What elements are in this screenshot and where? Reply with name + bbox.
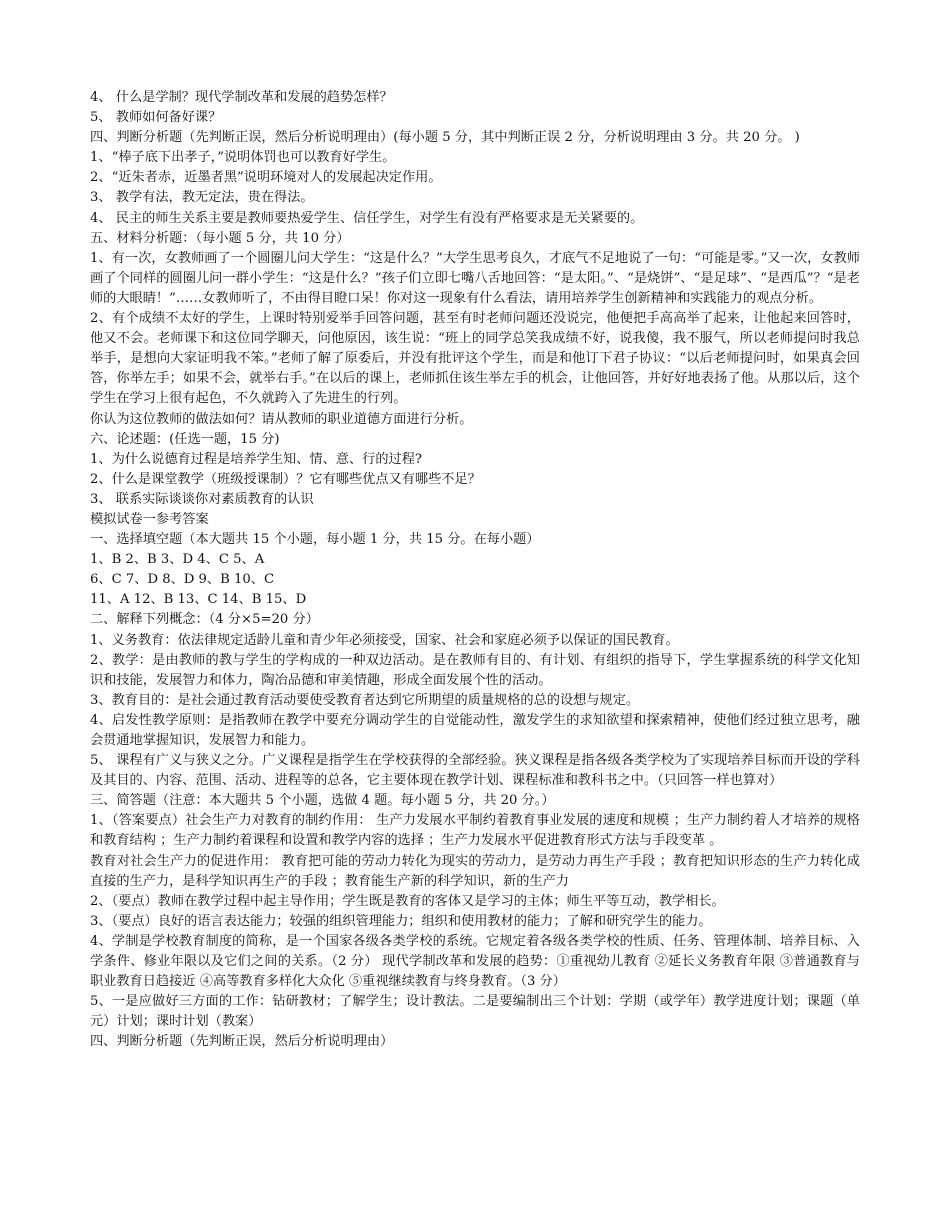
section-heading: 四、判断分析题（先判断正误，然后分析说明理由） [90,1034,394,1050]
answer-paragraph: 1、（答案要点）社会生产力对教育的制约作用： 生产力发展水平制约着教育事业发展的速度和规模 ；生产力制约着人才培养的规格和教育结构 ；生产力制约着课程和设置和教学内容的选择 ；生产力发展水平促进教育形式方法与手段变革 。 [90,813,860,849]
section-heading: 五、材料分析题：（每小题 5 分，共 10 分） [90,230,350,246]
answer-paragraph: 3、（要点）良好的语言表达能力；较强的组织管理能力；组织和使用教材的能力；了解和研究学生的能力。 [90,913,712,929]
question-line: 2、“近朱者赤，近墨者黑”说明环境对人的发展起决定作用。 [90,170,442,186]
section-heading: 六、论述题：(任选一题，15 分) [90,431,280,447]
section-heading: 二、解释下列概念：（4 分×5=20 分） [90,612,319,628]
question-paragraph: 2、有个成绩不太好的学生，上课时特别爱举手回答问题，甚至有时老师问题还没说完，他便把手高高举了起来，让他起来回答时，他又不会。老师课下和这位同学聊天，问他原因，该生说：“班上的同学总笑我成绩不好，说我傻，我不服气，所以老师提问时我总举手，是想向大家证明我不笨。”老师了解了原委后，并没有批评这个学生，而是和他订下君子协议：“以后老师提问时，如果真会回答，你举左手；如果不会，就举右手。”在以后的课上，老师抓住该生举左手的机会，让他回答，并好好地表扬了他。从那以后，这个学生在学习上很有起色，不久就跨入了先进生的行列。 [90,311,860,407]
answer-paragraph: 4、学制是学校教育制度的简称，是一个国家各级各类学校的系统。它规定着各级各类学校的性质、任务、管理体制、培养目标、入学条件、修业年限以及它们之间的关系。（2 分） 现代学制改革和发展的趋势：①重视幼儿教育 ②延长义务教育年限 ③普通教育与职业教育日趋接近 ④高等教育多样化大众化 ⑤重视继续教育与终身教育。（3 分） [90,933,860,990]
answer-paragraph: 1、义务教育：依法律规定适龄儿童和青少年必须接受，国家、社会和家庭必须予以保证的国民教育。 [90,632,679,648]
question-line: 4、 什么是学制？现代学制改革和发展的趋势怎样？ [90,90,393,105]
section-heading: 一、选择填空题（本大题共 15 个小题，每小题 1 分，共 15 分。在每小题） [90,532,540,548]
section-heading: 三、简答题（注意：本大题共 5 个小题，选做 4 题。每小题 5 分，共 20 分。） [90,793,555,809]
section-heading: 四、判断分析题（先判断正误，然后分析说明理由）(每小题 5 分，其中判断正误 2 分，分析说明理由 3 分。共 20 分。 ) [90,130,800,146]
answer-paragraph: 4、启发性教学原则：是指教师在教学中要充分调动学生的自觉能动性，激发学生的求知欲望和探索精神，使他们经过独立思考，融会贯通地掌握知识，发展智力和能力。 [90,712,860,748]
answer-key-row: 11、A 12、B 13、C 14、B 15、D [90,592,307,608]
question-line: 2、什么是课堂教学（班级授课制）？它有哪些优点又有哪些不足？ [90,471,481,487]
question-line: 4、 民主的师生关系主要是教师要热爱学生、信任学生，对学生有没有严格要求是无关紧要的。 [90,210,644,226]
answer-key-row: 6、C 7、D 8、D 9、B 10、C [90,572,275,588]
question-line: 3、 教学有法，教无定法，贵在得法。 [90,190,314,206]
question-line: 1、“棒子底下出孝子，”说明体罚也可以教育好学生。 [90,150,396,166]
question-line: 1、为什么说德育过程是培养学生知、情、意、行的过程? [90,451,422,467]
answer-paragraph: 5、 课程有广义与狭义之分。广义课程是指学生在学校获得的全部经验。狭义课程是指各级各类学校为了实现培养目标而开设的学科及其目的、内容、范围、活动、进程等的总各，它主要体现在教学计划、课程标准和教科书之中。（只回答一样也算对） [90,753,860,789]
answer-title: 模拟试卷一参考答案 [90,511,209,527]
answer-paragraph: 教育对社会生产力的促进作用： 教育把可能的劳动力转化为现实的劳动力，是劳动力再生产手段 ；教育把知识形态的生产力转化成直接的生产力，是科学知识再生产的手段 ；教育能生产新的科学知识，新的生产力 [90,853,860,889]
answer-paragraph: 2、教学：是由教师的教与学生的学构成的一种双边活动。是在教师有目的、有计划、有组织的指导下，学生掌握系统的科学文化知识和技能，发展智力和体力，陶冶品德和审美情趣，形成全面发展个性的活动。 [90,652,860,688]
answer-paragraph: 5、一是应做好三方面的工作：钻研教材；了解学生；设计教法。二是要编制出三个计划：学期（或学年）教学进度计划；课题（单元）计划；课时计划（教案） [90,994,860,1030]
answer-paragraph: 2、（要点）教师在教学过程中起主导作用；学生既是教育的客体又是学习的主体；师生平等互动，教学相长。 [90,893,725,909]
question-paragraph: 1、有一次，女教师画了一个圆圈儿问大学生：“这是什么？”大学生思考良久，才底气不足地说了一句：“可能是零。”又一次，女教师画了个同样的圆圈儿问一群小学生：“这是什么？”孩子们立即七嘴八舌地回答：“是太阳。”、“是烧饼”、“是足球”、“是西瓜”？“是老师的大眼睛！”……女教师听了，不由得目瞪口呆！你对这一现象有什么看法，请用培养学生创新精神和实践能力的观点分析。 [90,250,860,306]
question-line: 5、 教师如何备好课？ [90,110,222,126]
answer-key-row: 1、B 2、B 3、D 4、C 5、A [90,552,265,568]
question-line: 3、 联系实际谈谈你对素质教育的认识 [90,491,314,507]
document-page [90,88,860,1053]
question-line: 你认为这位教师的做法如何？请从教师的职业道德方面进行分析。 [90,411,473,427]
answer-paragraph: 3、教育目的：是社会通过教育活动要使受教育者达到它所期望的质量规格的总的设想与规定。 [90,692,640,708]
